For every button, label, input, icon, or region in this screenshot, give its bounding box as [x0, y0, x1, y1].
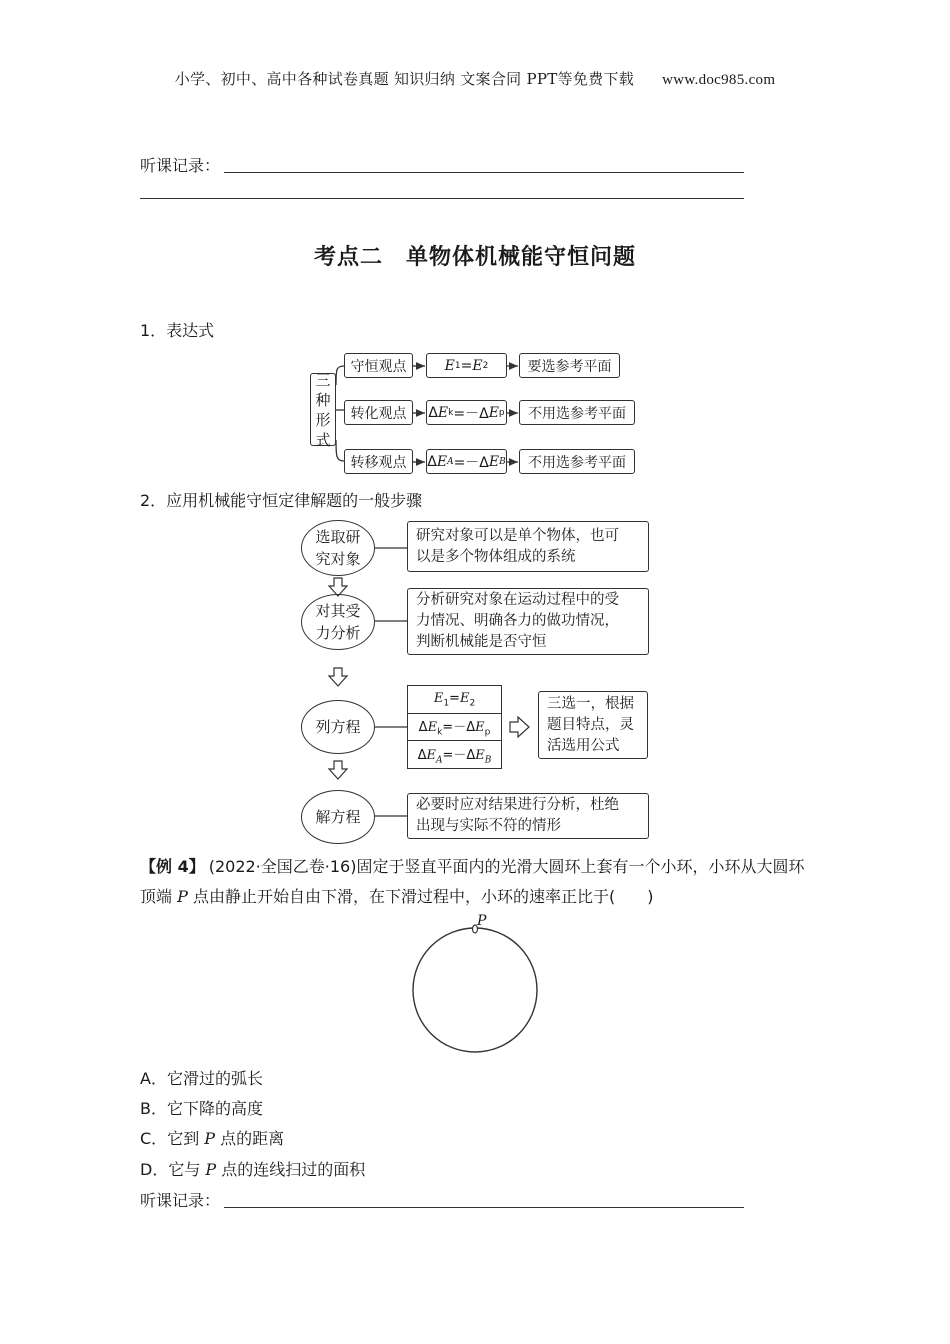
note-reference-plane-required: 要选参考平面 [519, 353, 620, 378]
step-select-object-desc: 研究对象可以是单个物体，也可 以是多个物体组成的系统 [407, 521, 649, 572]
step-write-equations-desc: 三选一，根据 题目特点，灵 活选用公式 [538, 691, 648, 759]
example-source: (2022·全国乙卷·16) [208, 857, 357, 876]
note-no-reference-plane: 不用选参考平面 [519, 449, 635, 474]
view-transformation: 转化观点 [344, 400, 413, 425]
step-solve-equations: 解方程 [301, 790, 375, 844]
formula-e1-e2: E 1 = E 2 [426, 353, 507, 378]
header-url[interactable]: www.doc985.com [662, 72, 776, 88]
option-a[interactable]: A．它滑过的弧长 [140, 1069, 263, 1088]
lecture-notes-label: 听课记录： [140, 156, 221, 175]
view-transfer: 转移观点 [344, 449, 413, 474]
item-2-title: 2．应用机械能守恒定律解题的一般步骤 [140, 491, 423, 510]
option-d[interactable]: D．它与 P 点的连线扫过的面积 [140, 1160, 366, 1179]
option-c[interactable]: C．它到 P 点的距离 [140, 1129, 285, 1148]
step-force-analysis: 对其受 力分析 [301, 594, 375, 650]
formula-dek-dep: Δ E k =－Δ E p [426, 400, 507, 425]
big-ring [413, 928, 537, 1052]
step-solve-equations-desc: 必要时应对结果进行分析，杜绝 出现与实际不符的情形 [407, 793, 649, 839]
section-title: 考点二 单物体机械能守恒问题 [313, 245, 636, 270]
step-select-object: 选取研 究对象 [301, 520, 375, 576]
step-write-equations: 列方程 [301, 700, 375, 754]
view-conservation: 守恒观点 [344, 353, 413, 378]
formula-dea-deb: Δ E A =－Δ E B [426, 449, 507, 474]
example-tag: 【例 4】 [140, 857, 205, 876]
lecture-notes-label: 听课记录： [140, 1191, 221, 1210]
point-p-label: P [477, 913, 487, 929]
notes-blank-line [224, 1207, 744, 1208]
item-1-title: 1．表达式 [140, 321, 215, 340]
header-text: 小学、初中、高中各种试卷真题 知识归纳 文案合同 PPT等免费下载 [174, 70, 635, 88]
step-force-analysis-desc: 分析研究对象在运动过程中的受 力情况、明确各力的做功情况， 判断机械能是否守恒 [407, 588, 649, 655]
equation-options: $E_1=E_2$ $\Delta E_k=-\Delta E_p$ $\Delta E_A=-\Delta E_B$ [407, 685, 502, 769]
three-forms-label: 三 种 形 式 [310, 373, 336, 446]
option-b[interactable]: B．它下降的高度 [140, 1099, 263, 1118]
note-no-reference-plane: 不用选参考平面 [519, 400, 635, 425]
example-4-question: 【例 4】 (2022·全国乙卷·16)固定于竖直平面内的光滑大圆环上套有一个小环，小环从大圆环 顶端 P 点由静止开始自由下滑，在下滑过程中，小环的速率正比于( ) [140, 857, 805, 906]
